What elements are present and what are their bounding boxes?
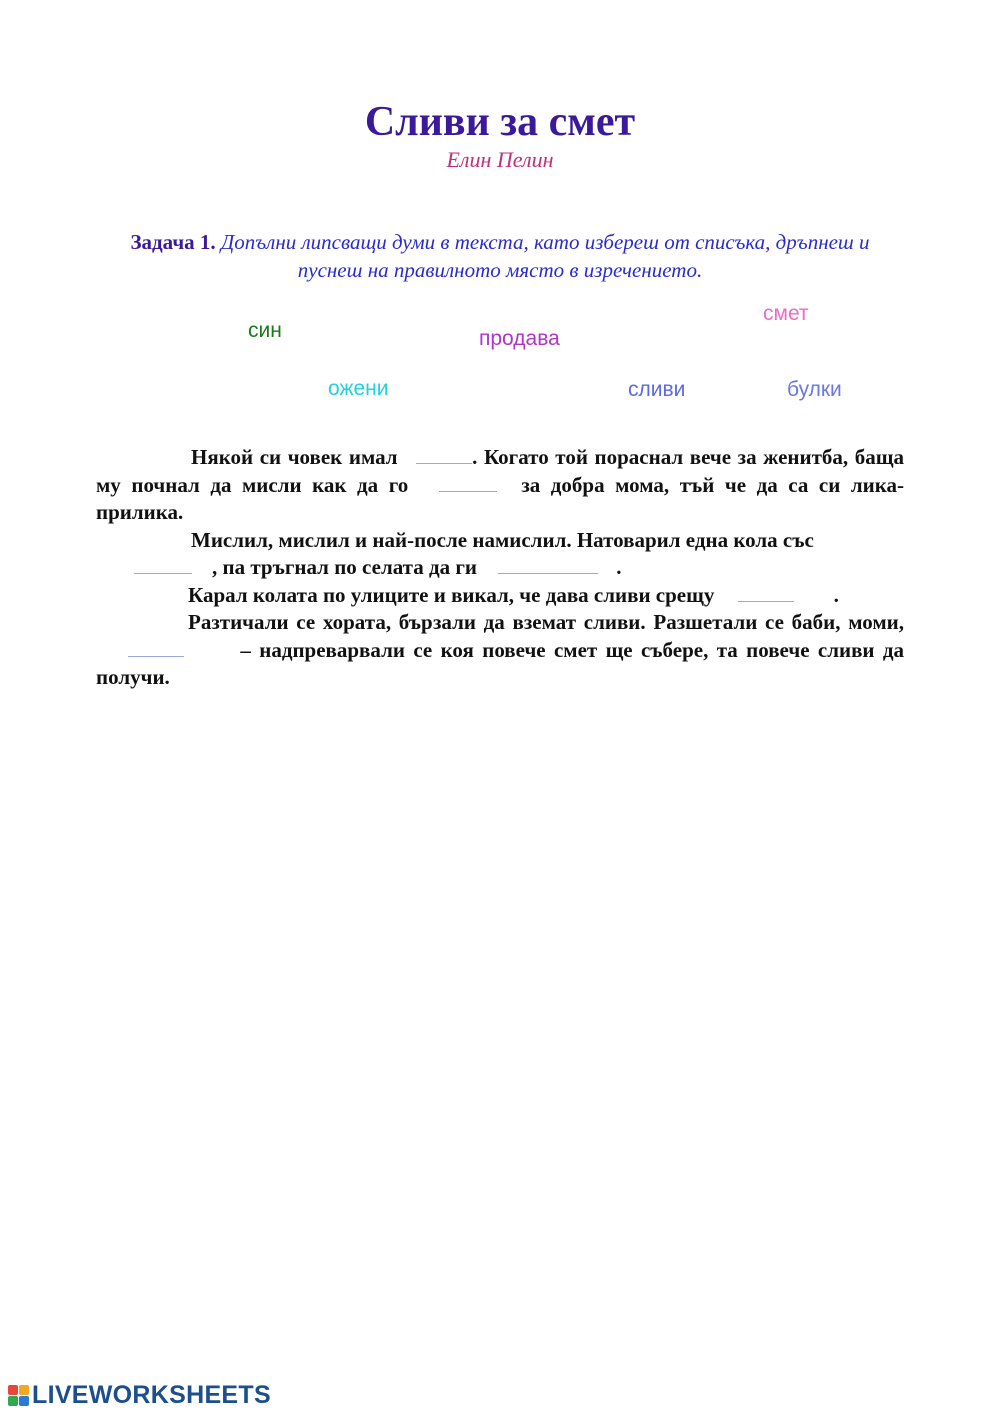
author-name: Елин Пелин	[446, 147, 554, 172]
word-bank-item-sin[interactable]: син	[248, 319, 282, 342]
story-text-segment: Карал колата по улиците и викал, че дава сливи срещу	[188, 582, 715, 607]
story-text-segment: за добра мома, тъй че да са си лика-прилика.	[96, 472, 904, 524]
logo-blocks-icon	[8, 1385, 29, 1406]
logo-block	[19, 1385, 29, 1395]
story-text-segment: Разтичали се хората, бързали да вземат сливи. Разшетали се баби, моми,	[188, 610, 904, 634]
drop-blank-3[interactable]	[134, 557, 192, 574]
drop-blank-1[interactable]	[416, 447, 472, 464]
story-text-segment: , па тръгнал по селата да ги	[212, 555, 478, 579]
story-text-segment: .	[833, 582, 839, 607]
page-title: Сливи за смет	[364, 99, 636, 145]
story-text-segment: Мислил, мислил и най-после намислил. Натоварил една кола със	[191, 527, 814, 552]
logo-block	[8, 1385, 18, 1395]
logo-block	[19, 1396, 29, 1406]
word-bank-item-smet[interactable]: смет	[763, 302, 809, 325]
drop-blank-5[interactable]	[738, 585, 794, 602]
drop-blank-6[interactable]	[128, 640, 184, 657]
liveworksheets-logo	[8, 1382, 271, 1408]
story-text-segment: .	[616, 555, 622, 579]
word-bank-item-slivi[interactable]: сливи	[628, 378, 686, 401]
story-text-segment: – надпреварвали се коя повече смет ще събере, та повече сливи да получи.	[96, 637, 904, 689]
logo-text: LIVEWORKSHEETS	[32, 1380, 271, 1409]
story-paragraph-1	[96, 444, 904, 527]
story-paragraph-4	[96, 609, 904, 692]
word-bank-item-bulki[interactable]: булки	[787, 378, 842, 401]
word-bank-item-prodava[interactable]: продава	[479, 327, 560, 350]
word-bank-item-ozheni[interactable]: ожени	[328, 377, 389, 400]
task-text: Допълни липсващи думи в текста, като избереш от списъка, дръпнеш и пуснеш на правилното място в изречението.	[220, 230, 870, 282]
task-instructions	[100, 228, 900, 284]
drop-blank-2[interactable]	[439, 475, 497, 492]
task-label: Задача 1.	[130, 230, 216, 254]
story-text-segment: Някой си човек имал	[191, 445, 398, 469]
story-text	[96, 444, 904, 692]
story-paragraph-3	[96, 582, 904, 610]
story-paragraph-2	[96, 527, 904, 582]
drop-blank-4[interactable]	[498, 557, 598, 574]
story-text-segment: . Когато той пораснал вече за женитба, баща му почнал да мисли как да го	[96, 445, 904, 497]
logo-block	[8, 1396, 18, 1406]
